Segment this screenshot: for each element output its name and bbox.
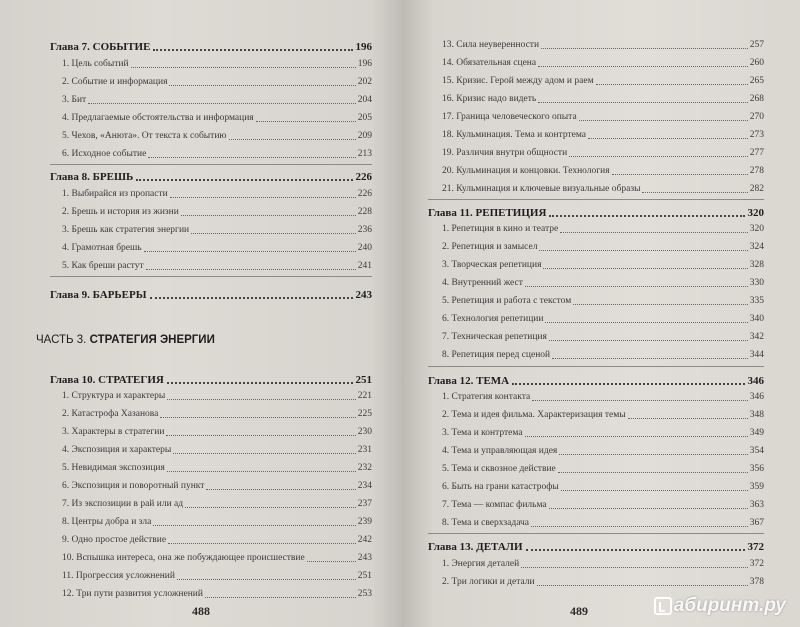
entry-page: 209	[357, 131, 372, 141]
entry-page: 241	[357, 261, 372, 271]
entry-label: 17. Граница человеческого опыта	[442, 112, 577, 122]
entry-label: 1. Выбирайся из пропасти	[62, 189, 168, 199]
entry-page: 344	[749, 350, 764, 360]
chapter-title: Глава 8. БРЕШЬ	[50, 171, 134, 183]
entry-label: 4. Тема и управляющая идея	[442, 446, 558, 456]
toc-entry	[442, 446, 764, 456]
entry-label: 2. Тема и идея фильма. Характеризация темы	[442, 410, 626, 420]
chapter-title: Глава 7. СОБЫТИЕ	[50, 41, 151, 53]
entry-label: 16. Кризис надо видеть	[442, 94, 537, 104]
leader-dots	[177, 579, 356, 580]
entry-page: 359	[749, 482, 764, 492]
toc-entry	[62, 59, 372, 69]
entry-page: 232	[357, 463, 372, 473]
toc-entry	[62, 535, 372, 545]
toc-entry	[442, 184, 764, 194]
leader-dots	[541, 48, 748, 49]
chapter-title: Глава 12. ТЕМА	[428, 375, 510, 387]
leader-dots	[642, 192, 747, 193]
entry-page: 367	[749, 518, 764, 528]
leader-dots	[559, 454, 747, 455]
toc-entry	[442, 577, 764, 587]
entry-label: 8. Центры добра и зла	[62, 517, 152, 527]
chapter-heading	[50, 41, 372, 53]
toc-entry	[62, 427, 372, 437]
divider	[428, 366, 764, 367]
chapter-page: 243	[355, 289, 372, 301]
entry-page: 342	[749, 332, 764, 342]
leader-dots	[167, 382, 353, 384]
leader-dots	[170, 197, 356, 198]
labirint-logo-icon	[654, 597, 672, 615]
entry-label: 6. Экспозиция и поворотный пункт	[62, 481, 205, 491]
part-number: ЧАСТЬ 3.	[36, 334, 87, 346]
entry-label: 7. Техническая репетиция	[442, 332, 547, 342]
toc-entry	[442, 242, 764, 252]
chapter-page: 320	[747, 207, 764, 219]
entry-page: 278	[749, 166, 764, 176]
leader-dots	[531, 526, 748, 527]
toc-entry	[442, 148, 764, 158]
divider	[428, 533, 764, 534]
toc-entry	[62, 131, 372, 141]
entry-page: 213	[357, 149, 372, 159]
entry-label: 5. Репетиция и работа с текстом	[442, 296, 572, 306]
entry-label: 20. Кульминация и концовки. Технология	[442, 166, 610, 176]
entry-label: 4. Экспозиция и характеры	[62, 445, 172, 455]
toc-entry	[62, 571, 372, 581]
leader-dots	[525, 286, 748, 287]
leader-dots	[549, 508, 748, 509]
entry-page: 205	[357, 113, 372, 123]
entry-page: 372	[749, 559, 764, 569]
leader-dots	[150, 297, 353, 299]
entry-label: 5. Как бреши растут	[62, 261, 144, 271]
chapter-heading	[428, 375, 764, 387]
entry-label: 14. Обязательная сцена	[442, 58, 537, 68]
leader-dots	[153, 49, 352, 51]
entry-page: 225	[357, 409, 372, 419]
leader-dots	[206, 489, 355, 490]
toc-entry	[62, 95, 372, 105]
entry-label: 18. Кульминация. Тема и контртема	[442, 130, 587, 140]
entry-page: 228	[357, 207, 372, 217]
entry-label: 2. Событие и информация	[62, 77, 168, 87]
entry-page: 270	[749, 112, 764, 122]
toc-entry	[442, 130, 764, 140]
leader-dots	[144, 251, 356, 252]
part-title: СТРАТЕГИЯ ЭНЕРГИИ	[89, 334, 215, 346]
toc-entry	[442, 296, 764, 306]
entry-label: 5. Невидимая экспозиция	[62, 463, 165, 473]
entry-page: 273	[749, 130, 764, 140]
chapter-heading	[428, 207, 764, 219]
entry-label: 4. Грамотная брешь	[62, 243, 142, 253]
entry-page: 363	[749, 500, 764, 510]
toc-entry	[62, 207, 372, 217]
entry-label: 4. Внутренний жест	[442, 278, 523, 288]
leader-dots	[173, 453, 356, 454]
chapter-page: 372	[747, 541, 764, 553]
toc-entry	[442, 428, 764, 438]
toc-entry	[62, 149, 372, 159]
entry-label: 3. Характеры в стратегии	[62, 427, 165, 437]
entry-page: 251	[357, 571, 372, 581]
leader-dots	[526, 549, 745, 551]
entry-page: 226	[357, 189, 372, 199]
toc-entry	[62, 225, 372, 235]
toc-entry	[62, 517, 372, 527]
entry-label: 1. Цель событий	[62, 59, 129, 69]
entry-page: 239	[357, 517, 372, 527]
entry-label: 2. Три логики и детали	[442, 577, 535, 587]
entry-label: 10. Вспышка интереса, она же побуждающее происшествие	[62, 553, 305, 563]
leader-dots	[596, 84, 748, 85]
leader-dots	[628, 418, 748, 419]
toc-entry	[442, 332, 764, 342]
entry-page: 202	[357, 77, 372, 87]
entry-page: 231	[357, 445, 372, 455]
leader-dots	[205, 597, 356, 598]
entry-label: 8. Репетиция перед сценой	[442, 350, 551, 360]
leader-dots	[131, 67, 356, 68]
entry-page: 277	[749, 148, 764, 158]
toc-entry	[442, 350, 764, 360]
entry-label: 7. Тема — компас фильма	[442, 500, 547, 510]
leader-dots	[181, 215, 356, 216]
entry-label: 6. Быть на грани катастрофы	[442, 482, 559, 492]
entry-page: 234	[357, 481, 372, 491]
entry-page: 335	[749, 296, 764, 306]
toc-entry	[442, 40, 764, 50]
leader-dots	[512, 383, 744, 385]
entry-page: 356	[749, 464, 764, 474]
toc-entry	[442, 518, 764, 528]
entry-label: 3. Бит	[62, 95, 87, 105]
leader-dots	[136, 179, 352, 181]
leader-dots	[166, 435, 355, 436]
entry-page: 236	[357, 225, 372, 235]
leader-dots	[569, 156, 748, 157]
entry-label: 5. Тема и сквозное действие	[442, 464, 556, 474]
leader-dots	[538, 102, 748, 103]
entry-page: 257	[749, 40, 764, 50]
toc-entry	[62, 463, 372, 473]
right-page	[402, 0, 800, 627]
toc-entry	[442, 410, 764, 420]
leader-dots	[169, 85, 355, 86]
entry-page: 221	[357, 391, 372, 401]
leader-dots	[539, 250, 747, 251]
entry-label: 2. Катастрофа Хазанова	[62, 409, 159, 419]
leader-dots	[537, 585, 748, 586]
chapter-title: Глава 13. ДЕТАЛИ	[428, 541, 523, 553]
entry-page: 346	[749, 392, 764, 402]
toc-entry	[62, 481, 372, 491]
leader-dots	[552, 358, 748, 359]
entry-label: 2. Брешь и история из жизни	[62, 207, 179, 217]
leader-dots	[549, 340, 748, 341]
toc-entry	[62, 553, 372, 563]
chapter-title: Глава 11. РЕПЕТИЦИЯ	[428, 207, 547, 219]
toc-entry	[442, 314, 764, 324]
entry-label: 7. Из экспозиции в рай или ад	[62, 499, 184, 509]
leader-dots	[167, 399, 356, 400]
entry-page: 324	[749, 242, 764, 252]
leader-dots	[256, 121, 356, 122]
toc-entry	[62, 391, 372, 401]
entry-label: 19. Различия внутри общности	[442, 148, 568, 158]
entry-label: 4. Предлагаемые обстоятельства и информация	[62, 113, 254, 123]
leader-dots	[88, 103, 356, 104]
entry-page: 242	[357, 535, 372, 545]
entry-label: 1. Структура и характеры	[62, 391, 166, 401]
entry-label: 5. Чехов, «Анюта». От текста к событию	[62, 131, 227, 141]
toc-entry	[442, 260, 764, 270]
entry-label: 1. Стратегия контакта	[442, 392, 531, 402]
entry-label: 9. Одно простое действие	[62, 535, 167, 545]
entry-label: 3. Творческая репетиция	[442, 260, 542, 270]
leader-dots	[229, 139, 356, 140]
entry-label: 12. Три пути развития усложнений	[62, 589, 203, 599]
entry-page: 196	[357, 59, 372, 69]
chapter-heading	[428, 541, 764, 553]
toc-entry	[442, 94, 764, 104]
toc-entry	[442, 278, 764, 288]
leader-dots	[543, 268, 747, 269]
entry-page: 260	[749, 58, 764, 68]
entry-label: 3. Брешь как стратегия энергии	[62, 225, 190, 235]
entry-label: 11. Прогрессия усложнений	[62, 571, 175, 581]
chapter-page: 226	[355, 171, 372, 183]
leader-dots	[191, 233, 356, 234]
leader-dots	[560, 232, 748, 233]
entry-label: 21. Кульминация и ключевые визуальные образы	[442, 184, 641, 194]
toc-entry	[442, 464, 764, 474]
leader-dots	[612, 174, 748, 175]
entry-page: 253	[357, 589, 372, 599]
chapter-title: Глава 9. БАРЬЕРЫ	[50, 289, 147, 301]
chapter-title: Глава 10. СТРАТЕГИЯ	[50, 374, 164, 386]
entry-label: 3. Тема и контртема	[442, 428, 523, 438]
entry-page: 237	[357, 499, 372, 509]
entry-label: 1. Энергия деталей	[442, 559, 520, 569]
entry-page: 349	[749, 428, 764, 438]
entry-label: 2. Репетиция и замысел	[442, 242, 538, 252]
toc-entry	[442, 58, 764, 68]
chapter-heading	[50, 171, 372, 183]
toc-entry	[62, 243, 372, 253]
entry-label: 1. Репетиция в кино и театре	[442, 224, 559, 234]
entry-page: 320	[749, 224, 764, 234]
entry-label: 6. Технология репетиции	[442, 314, 544, 324]
entry-page: 243	[357, 553, 372, 563]
entry-page: 265	[749, 76, 764, 86]
labirint-watermark	[654, 595, 786, 617]
entry-page: 354	[749, 446, 764, 456]
chapter-page: 196	[355, 41, 372, 53]
entry-page: 348	[749, 410, 764, 420]
leader-dots	[545, 322, 747, 323]
leader-dots	[185, 507, 356, 508]
entry-label: 13. Сила неуверенности	[442, 40, 540, 50]
entry-page: 204	[357, 95, 372, 105]
entry-page: 230	[357, 427, 372, 437]
toc-entry	[442, 224, 764, 234]
toc-entry	[62, 261, 372, 271]
chapter-heading	[50, 374, 372, 386]
chapter-heading	[50, 289, 372, 301]
leader-dots	[573, 304, 748, 305]
leader-dots	[167, 471, 356, 472]
leader-dots	[538, 66, 748, 67]
entry-label: 8. Тема и сверхзадача	[442, 518, 530, 528]
toc-entry	[442, 392, 764, 402]
chapter-page: 251	[355, 374, 372, 386]
leader-dots	[579, 120, 748, 121]
entry-page: 268	[749, 94, 764, 104]
toc-entry	[442, 500, 764, 510]
chapter-page: 346	[747, 375, 764, 387]
watermark-text: абиринт.ру	[673, 595, 786, 616]
divider	[50, 276, 372, 277]
page-number: 488	[192, 604, 210, 618]
entry-label: 6. Исходное событие	[62, 149, 147, 159]
toc-entry	[62, 409, 372, 419]
toc-entry	[62, 589, 372, 599]
toc-entry	[442, 482, 764, 492]
leader-dots	[307, 561, 356, 562]
entry-page: 328	[749, 260, 764, 270]
toc-entry	[442, 76, 764, 86]
leader-dots	[521, 567, 748, 568]
toc-entry	[62, 113, 372, 123]
leader-dots	[561, 490, 748, 491]
page-number: 489	[570, 604, 588, 618]
leader-dots	[532, 400, 748, 401]
toc-entry	[442, 166, 764, 176]
toc-entry	[62, 77, 372, 87]
leader-dots	[525, 436, 748, 437]
toc-entry	[442, 559, 764, 569]
entry-page: 240	[357, 243, 372, 253]
part-heading	[36, 334, 215, 346]
leader-dots	[148, 157, 355, 158]
leader-dots	[146, 269, 356, 270]
leader-dots	[160, 417, 355, 418]
entry-label: 15. Кризис. Герой между адом и раем	[442, 76, 594, 86]
entry-page: 340	[749, 314, 764, 324]
toc-entry	[62, 189, 372, 199]
toc-entry	[442, 112, 764, 122]
leader-dots	[153, 525, 355, 526]
toc-entry	[62, 445, 372, 455]
leader-dots	[588, 138, 748, 139]
leader-dots	[549, 215, 744, 217]
entry-page: 282	[749, 184, 764, 194]
divider	[428, 199, 764, 200]
divider	[50, 164, 372, 165]
entry-page: 378	[749, 577, 764, 587]
leader-dots	[168, 543, 356, 544]
entry-page: 330	[749, 278, 764, 288]
toc-entry	[62, 499, 372, 509]
leader-dots	[558, 472, 748, 473]
